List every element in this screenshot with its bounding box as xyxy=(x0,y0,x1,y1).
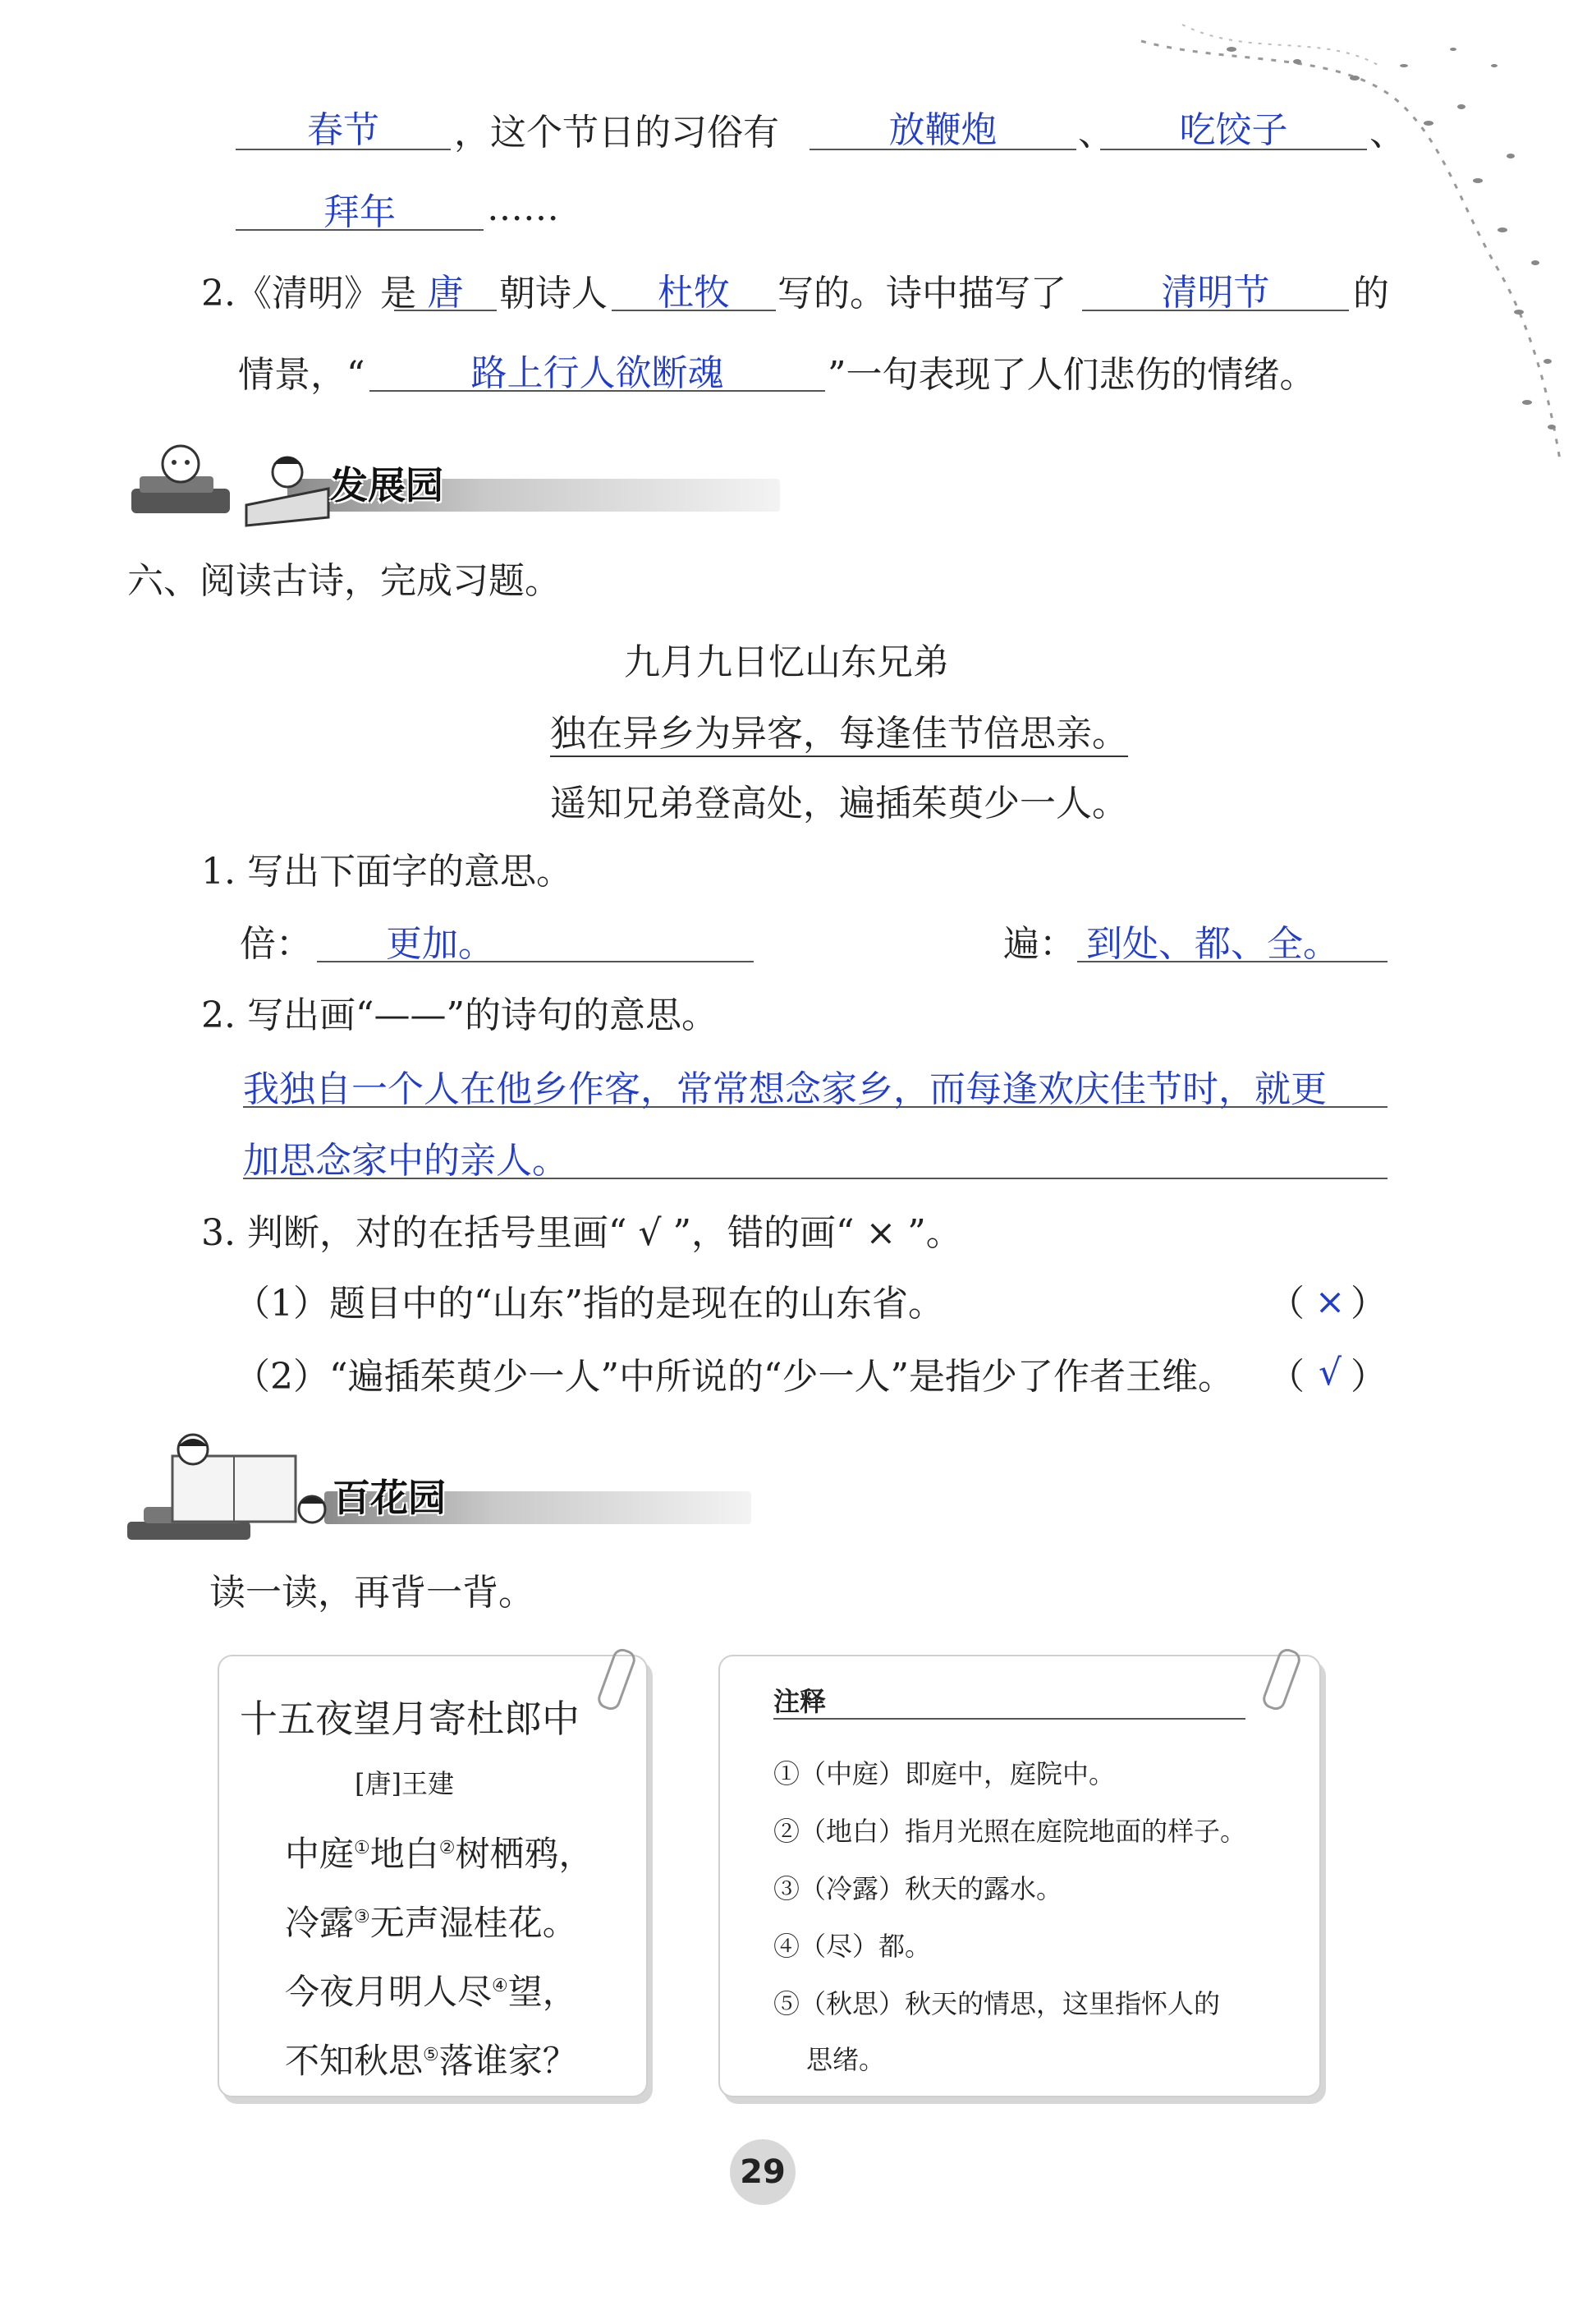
answer-text: 到处、都、全。 xyxy=(1086,923,1339,965)
sub-question-2: 2. 写出画“——”的诗句的意思。 xyxy=(201,994,718,1036)
answer-text: 杜牧 xyxy=(658,272,730,314)
separator: 、 xyxy=(1369,112,1406,154)
paperclip-icon xyxy=(595,1647,638,1713)
poem-text: 中庭 xyxy=(285,1834,355,1874)
judge-2-text: （2）“遍插茱萸少一人”中所说的“少一人”是指少了作者王维。 xyxy=(234,1356,1234,1398)
poem-line-2: 遥知兄弟登高处，遍插茱萸少一人。 xyxy=(550,783,1128,824)
question-text: 朝诗人 xyxy=(499,273,608,315)
note-item: ⑤（秋思）秋天的情思，这里指怀人的 xyxy=(773,1988,1221,2019)
poem-text: 今夜月明人尽 xyxy=(285,1972,493,2012)
note-item: ④（尽）都。 xyxy=(773,1931,932,1962)
poem-author: [唐]王建 xyxy=(355,1768,454,1799)
poem-text: 地白 xyxy=(369,1834,439,1874)
label-bian: 遍： xyxy=(1003,923,1076,965)
answer-text: 路上行人欲断魂 xyxy=(470,352,724,394)
notes-title: 注释 xyxy=(773,1686,827,1717)
paren-close: ） xyxy=(1351,1283,1387,1325)
sub-question-1: 1. 写出下面字的意思。 xyxy=(201,851,572,893)
poem-line xyxy=(285,1827,594,1876)
notes-title-underline xyxy=(773,1718,1245,1720)
note-marker: ③ xyxy=(354,1907,370,1927)
poem-text: 不知秋思 xyxy=(285,2041,424,2081)
note-item: ①（中庭）即庭中，庭院中。 xyxy=(773,1758,1116,1789)
section-title: 发展园 xyxy=(330,463,443,508)
answer-text: 春节 xyxy=(307,109,379,151)
paren-open: （ xyxy=(1268,1283,1305,1325)
note-item: 思绪。 xyxy=(806,2044,886,2075)
girl-with-book-illustration xyxy=(127,1431,341,1555)
answer-text: 吃饺子 xyxy=(1179,109,1288,151)
section-banner-fazhan xyxy=(123,456,780,513)
poem-text: 无声湿桂花。 xyxy=(369,1903,577,1943)
poem-title: 九月九日忆山东兄弟 xyxy=(624,641,949,683)
section-banner-baihua xyxy=(127,1468,751,1526)
page-number: 29 xyxy=(730,2139,796,2205)
question-2-prefix: 2.《清明》是 xyxy=(201,273,416,315)
question-text: 的 xyxy=(1353,273,1389,315)
separator: 、 xyxy=(1078,112,1114,154)
note-marker: ① xyxy=(354,1838,370,1858)
poem-line xyxy=(285,1896,577,1945)
answer-text: 加思念家中的亲人。 xyxy=(243,1140,568,1182)
tree-decoration xyxy=(1133,16,1576,476)
note-item: ③（冷露）秋天的露水。 xyxy=(773,1873,1063,1904)
question-text: ”一句表现了人们悲伤的情绪。 xyxy=(828,354,1316,396)
note-marker: ④ xyxy=(492,1976,508,1996)
poem-text: 树栖鸦， xyxy=(455,1834,594,1874)
poem-line-1: 独在异乡为异客，每逢佳节倍思亲。 xyxy=(550,716,1128,757)
question-6: 六、阅读古诗，完成习题。 xyxy=(127,560,561,602)
poem-text: 落谁家？ xyxy=(438,2041,577,2081)
judge-2-answer: √ xyxy=(1318,1352,1342,1394)
paperclip-icon xyxy=(1260,1647,1303,1713)
section-title: 百花园 xyxy=(333,1476,446,1520)
note-marker: ⑤ xyxy=(423,2045,439,2065)
kids-reading-illustration xyxy=(123,439,337,530)
ellipsis: …… xyxy=(487,187,559,229)
question-text: ，这个节日的习俗有 xyxy=(454,112,779,154)
answer-text: 更加。 xyxy=(386,923,494,965)
question-text: 写的。诗中描写了 xyxy=(777,273,1066,315)
note-marker: ② xyxy=(438,1838,456,1858)
poem-text: 冷露 xyxy=(285,1903,355,1943)
poem-line xyxy=(285,2034,577,2083)
answer-text: 放鞭炮 xyxy=(888,109,998,151)
answer-text: 我独自一个人在他乡作客，常常想念家乡，而每逢欢庆佳节时，就更 xyxy=(243,1068,1327,1110)
answer-text: 清明节 xyxy=(1161,272,1270,314)
paren-open: （ xyxy=(1268,1356,1305,1398)
paren-close: ） xyxy=(1351,1356,1387,1398)
sub-question-3: 3. 判断，对的在括号里画“ √ ”，错的画“ × ”。 xyxy=(201,1212,962,1254)
judge-1-text: （1）题目中的“山东”指的是现在的山东省。 xyxy=(234,1283,944,1325)
poem-card xyxy=(218,1655,648,2097)
card-poem-title: 十五夜望月寄杜郎中 xyxy=(240,1697,580,1741)
note-item: ②（地白）指月光照在庭院地面的样子。 xyxy=(773,1816,1247,1847)
poem-line xyxy=(285,1965,577,2014)
notes-card xyxy=(718,1655,1321,2097)
reading-instruction: 读一读，再背一背。 xyxy=(209,1572,534,1614)
answer-text: 唐 xyxy=(427,272,464,314)
judge-1-answer: × xyxy=(1314,1281,1346,1323)
answer-text: 拜年 xyxy=(323,191,396,233)
poem-text: 望， xyxy=(507,1972,577,2012)
label-bei: 倍： xyxy=(240,923,312,965)
question-text: 情景，“ xyxy=(238,354,365,396)
